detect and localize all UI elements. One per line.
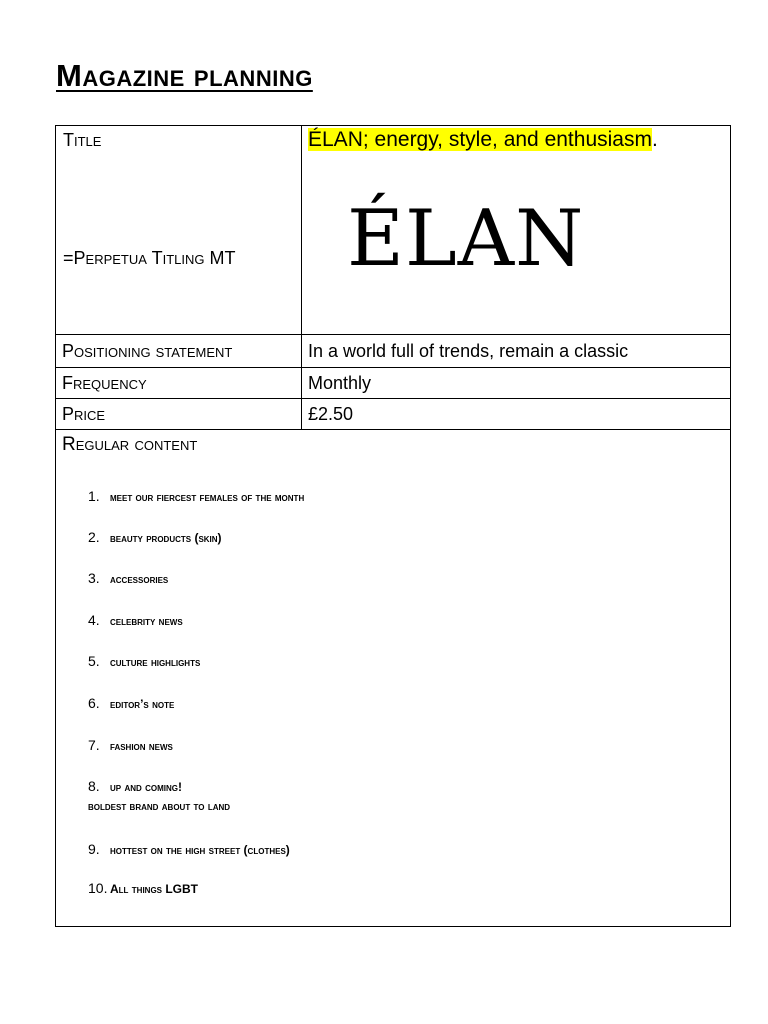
list-number: 1. — [88, 488, 100, 504]
list-item — [88, 695, 174, 711]
positioning-label: Positioning statement — [56, 335, 302, 368]
list-text: celebrity news — [110, 614, 183, 628]
list-number: 9. — [88, 841, 100, 857]
list-item — [88, 778, 182, 794]
list-item-subtext: boldest brand about to land — [88, 799, 231, 813]
title-highlight: ÉLAN; energy, style, and enthusiasm — [308, 128, 652, 151]
list-number: 5. — [88, 653, 100, 669]
page-title: Magazine planning — [56, 58, 313, 93]
list-item — [88, 570, 168, 586]
list-text: accessories — [110, 572, 169, 586]
list-item — [88, 880, 198, 896]
price-label: Price — [56, 399, 302, 430]
price-row — [56, 399, 731, 430]
list-text: beauty products (skin) — [110, 531, 222, 545]
font-note: =Perpetua Titling MT — [63, 248, 236, 268]
frequency-row — [56, 368, 731, 399]
price-value: £2.50 — [302, 399, 731, 430]
title-label: Title — [63, 130, 102, 150]
positioning-row — [56, 335, 731, 368]
list-text: fashion news — [110, 739, 173, 753]
list-number: 3. — [88, 570, 100, 586]
list-item — [88, 612, 183, 628]
list-item — [88, 737, 173, 753]
list-text: editor’s note — [110, 697, 175, 711]
title-period: . — [651, 128, 658, 151]
list-text: All things LGBT — [110, 882, 198, 896]
list-number: 4. — [88, 612, 100, 628]
list-item — [88, 529, 222, 545]
list-item — [88, 653, 200, 669]
title-row — [56, 126, 731, 335]
frequency-value: Monthly — [302, 368, 731, 399]
list-item — [88, 841, 290, 857]
list-item — [88, 488, 304, 504]
frequency-label: Frequency — [56, 368, 302, 399]
list-text: meet our fiercest females of the month — [110, 490, 305, 504]
list-number: 2. — [88, 529, 100, 545]
positioning-value: In a world full of trends, remain a classic — [302, 335, 731, 368]
regular-content-label: Regular content — [62, 434, 198, 455]
list-text: up and coming! — [110, 780, 182, 794]
list-number: 10. — [88, 880, 108, 896]
list-number: 6. — [88, 695, 100, 711]
list-text: hottest on the high street (clothes) — [110, 843, 290, 857]
title-value-cell — [302, 126, 731, 335]
title-label-cell — [56, 126, 302, 335]
masthead-logo: ÉLAN — [347, 194, 585, 284]
list-text: culture highlights — [110, 655, 201, 669]
list-number: 7. — [88, 737, 100, 753]
list-number: 8. — [88, 778, 100, 794]
title-text — [308, 128, 658, 151]
